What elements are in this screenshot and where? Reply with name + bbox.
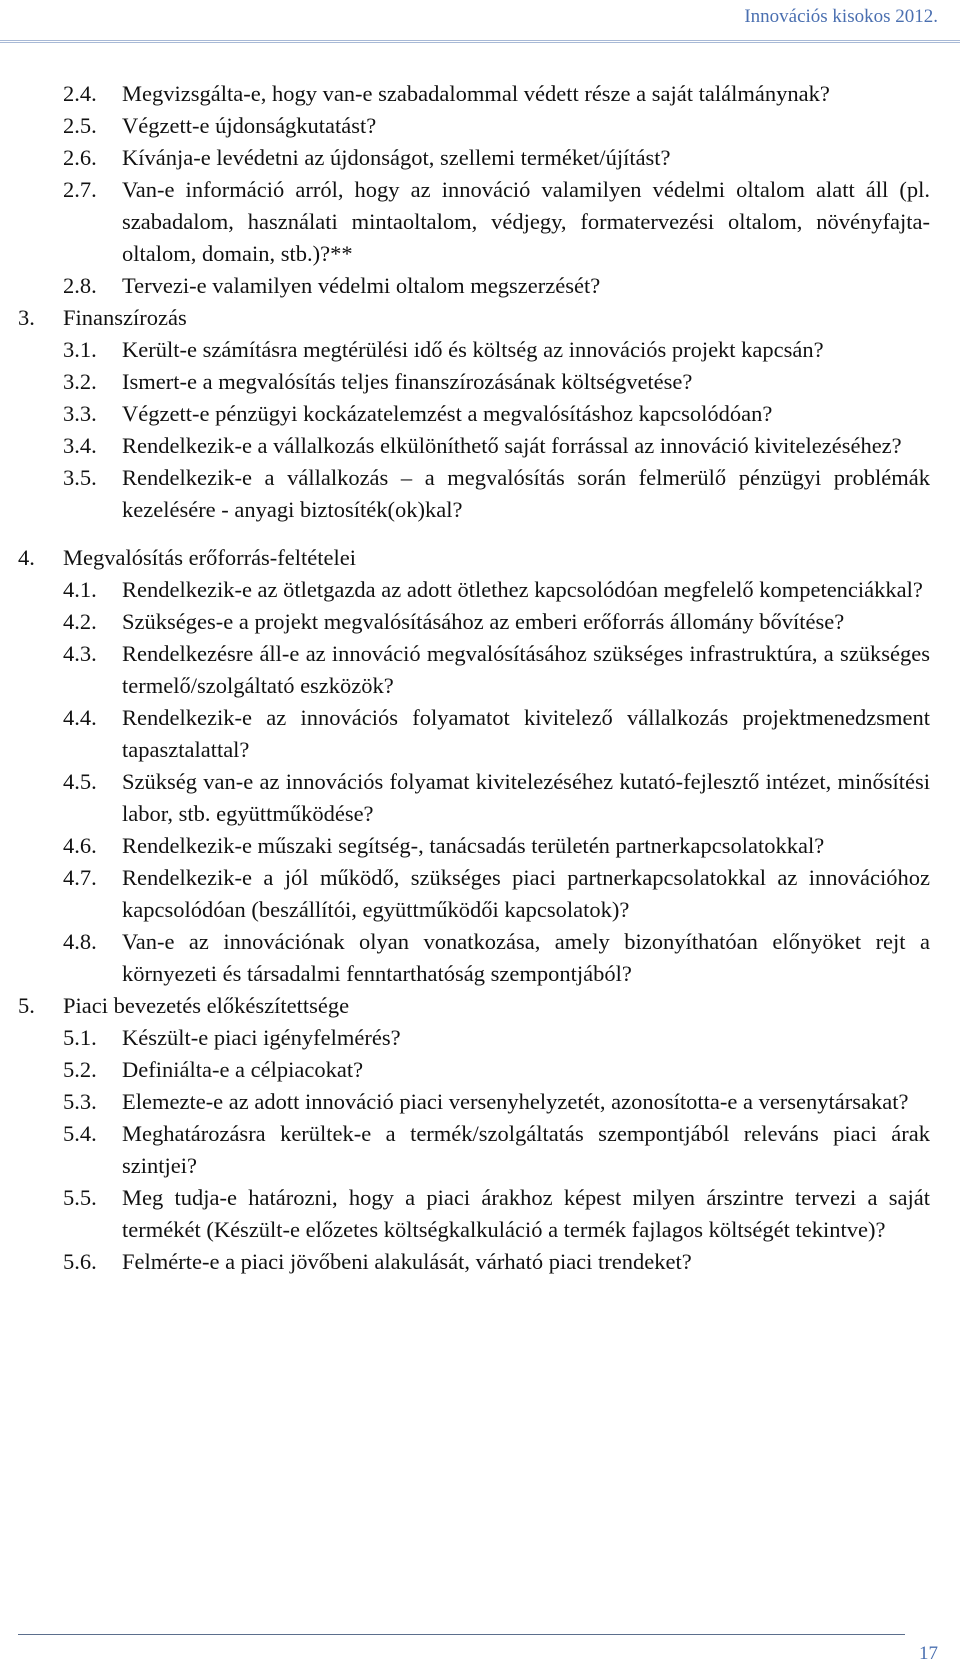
list-item [18, 574, 930, 606]
item-text: Végzett-e pénzügyi kockázatelemzést a megvalósításhoz kapcsolódóan? [122, 401, 773, 426]
item-text: Rendelkezésre áll-e az innováció megvalósításához szükséges infrastruktúra, a szükséges termelő/szolgáltató eszközök? [122, 641, 930, 698]
list-item [18, 78, 930, 110]
item-number: 2.8. [63, 273, 97, 298]
list-item [18, 638, 930, 702]
item-text: Rendelkezik-e a jól működő, szükséges piaci partnerkapcsolatokkal az innovációhoz kapcsolódóan (beszállítói, együttműködői kapcsolatok)? [122, 865, 930, 922]
list-item [18, 1054, 930, 1086]
list-item [18, 830, 930, 862]
item-text: Rendelkezik-e az ötletgazda az adott ötlethez kapcsolódóan megfelelő kompetenciákkal? [122, 577, 923, 602]
item-number: 4.3. [63, 641, 97, 666]
item-text: Kívánja-e levédetni az újdonságot, szellemi terméket/újítást? [122, 145, 671, 170]
list-item [18, 270, 930, 302]
item-text: Felmérte-e a piaci jövőbeni alakulását, várható piaci trendeket? [122, 1249, 692, 1274]
item-text: Került-e számításra megtérülési idő és költség az innovációs projekt kapcsán? [122, 337, 824, 362]
section-number: 4. [18, 545, 35, 570]
item-text: Szükség van-e az innovációs folyamat kivitelezéséhez kutató-fejlesztő intézet, minősítési labor, stb. együttműködése? [122, 769, 930, 826]
item-number: 5.3. [63, 1089, 97, 1114]
item-number: 2.7. [63, 177, 97, 202]
list-item [18, 142, 930, 174]
list-item [18, 1182, 930, 1246]
item-text: Elemezte-e az adott innováció piaci versenyhelyzetét, azonosította-e a versenytársakat? [122, 1089, 909, 1114]
item-text: Szükséges-e a projekt megvalósításához az emberi erőforrás állomány bővítése? [122, 609, 845, 634]
item-number: 3.4. [63, 433, 97, 458]
list-item [18, 1022, 930, 1054]
item-number: 4.8. [63, 929, 97, 954]
footer-rule [18, 1634, 905, 1635]
item-text: Készült-e piaci igényfelmérés? [122, 1025, 401, 1050]
item-text: Van-e információ arról, hogy az innováció valamilyen védelmi oltalom alatt áll (pl. szabadalom, használati mintaoltalom, védjegy, formatervezési oltalom, növényfajta-oltalom, domain, stb.)?** [122, 177, 930, 266]
item-number: 3.2. [63, 369, 97, 394]
item-number: 5.6. [63, 1249, 97, 1274]
section-number: 5. [18, 993, 35, 1018]
item-number: 4.6. [63, 833, 97, 858]
header-rule [0, 40, 960, 43]
item-number: 2.4. [63, 81, 97, 106]
item-number: 5.5. [63, 1185, 97, 1210]
section-heading [18, 542, 930, 574]
list-item [18, 862, 930, 926]
item-number: 5.4. [63, 1121, 97, 1146]
item-number: 2.5. [63, 113, 97, 138]
section-heading [18, 990, 930, 1022]
item-number: 4.5. [63, 769, 97, 794]
list-item [18, 462, 930, 526]
list-item [18, 334, 930, 366]
page-number: 17 [919, 1643, 938, 1664]
item-text: Rendelkezik-e a vállalkozás elkülöníthető saját forrással az innováció kivitelezéséhez? [122, 433, 902, 458]
list-item [18, 366, 930, 398]
list-item [18, 398, 930, 430]
section-title: Piaci bevezetés előkészítettsége [63, 993, 350, 1018]
item-text: Rendelkezik-e műszaki segítség-, tanácsadás területén partnerkapcsolatokkal? [122, 833, 825, 858]
list-item [18, 174, 930, 270]
item-number: 5.1. [63, 1025, 97, 1050]
item-number: 4.2. [63, 609, 97, 634]
list-item [18, 430, 930, 462]
running-header-title: Innovációs kisokos 2012. [744, 6, 938, 27]
section-number: 3. [18, 305, 35, 330]
item-text: Definiálta-e a célpiacokat? [122, 1057, 364, 1082]
item-text: Meghatározásra kerültek-e a termék/szolgáltatás szempontjából releváns piaci árak szintjei? [122, 1121, 930, 1178]
item-text: Végzett-e újdonságkutatást? [122, 113, 377, 138]
item-number: 2.6. [63, 145, 97, 170]
section-title: Finanszírozás [63, 305, 187, 330]
list-item [18, 110, 930, 142]
section-title: Megvalósítás erőforrás-feltételei [63, 545, 356, 570]
item-number: 5.2. [63, 1057, 97, 1082]
list-item [18, 606, 930, 638]
list-item [18, 766, 930, 830]
item-number: 4.4. [63, 705, 97, 730]
item-text: Ismert-e a megvalósítás teljes finanszírozásának költségvetése? [122, 369, 693, 394]
item-text: Megvizsgálta-e, hogy van-e szabadalommal védett része a saját találmánynak? [122, 81, 830, 106]
item-number: 3.5. [63, 465, 97, 490]
item-text: Tervezi-e valamilyen védelmi oltalom megszerzését? [122, 273, 601, 298]
section-heading [18, 302, 930, 334]
item-text: Van-e az innovációnak olyan vonatkozása, amely bizonyíthatóan előnyöket rejt a környezeti és társadalmi fenntarthatóság szempontjából? [122, 929, 930, 986]
item-number: 3.1. [63, 337, 97, 362]
item-text: Rendelkezik-e a vállalkozás – a megvalósítás során felmerülő pénzügyi problémák kezelésére - anyagi biztosíték(ok)kal? [122, 465, 930, 522]
item-number: 3.3. [63, 401, 97, 426]
item-number: 4.7. [63, 865, 97, 890]
list-item [18, 1086, 930, 1118]
item-number: 4.1. [63, 577, 97, 602]
item-text: Meg tudja-e határozni, hogy a piaci árakhoz képest milyen árszintre tervezi a saját termékét (Készült-e előzetes költségkalkuláció a termék fajlagos költségét tekintve)? [122, 1185, 930, 1242]
list-item [18, 926, 930, 990]
list-item [18, 1118, 930, 1182]
item-text: Rendelkezik-e az innovációs folyamatot kivitelező vállalkozás projektmenedzsment tapasztalattal? [122, 705, 930, 762]
checklist [18, 78, 930, 1278]
list-item [18, 702, 930, 766]
list-item [18, 1246, 930, 1278]
